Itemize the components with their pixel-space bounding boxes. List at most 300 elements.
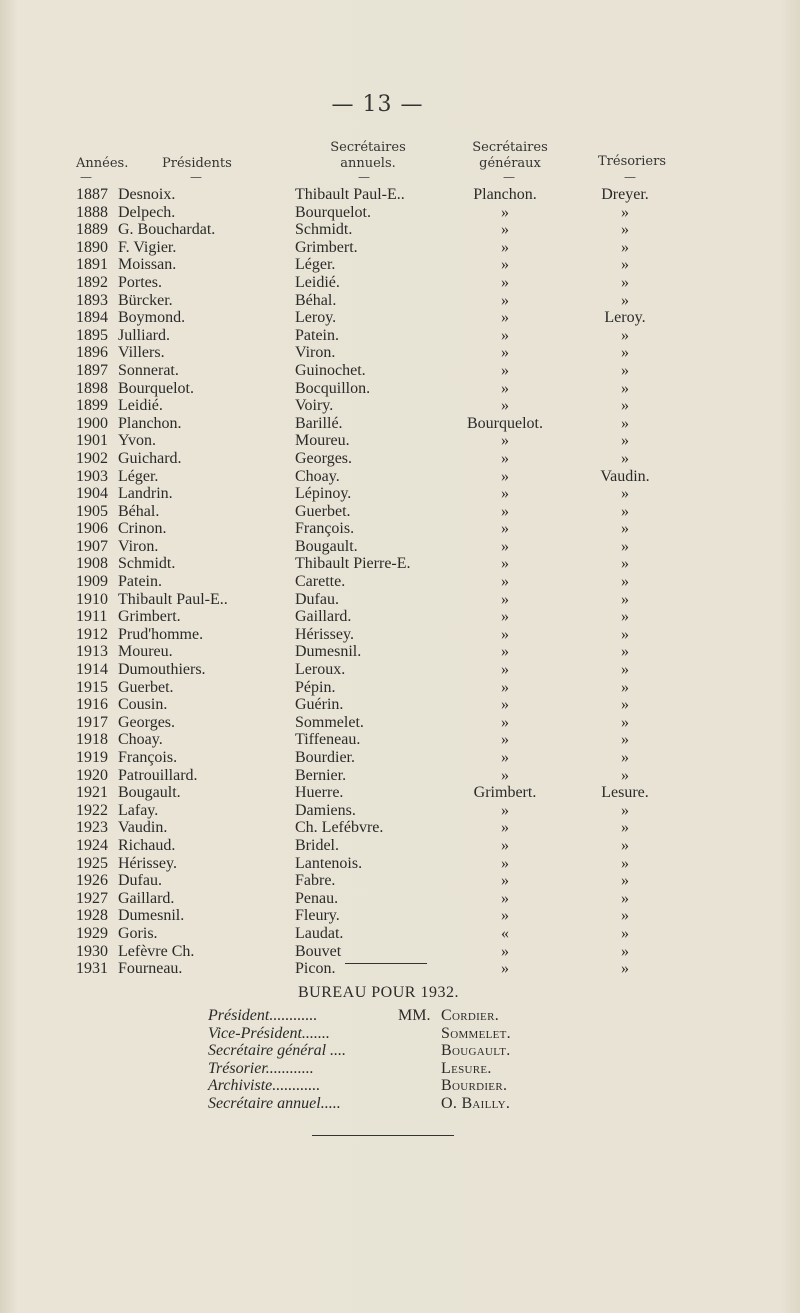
secretaire-general-cell: »	[501, 819, 509, 837]
secretaire-general-cell: »	[501, 238, 509, 256]
table-row	[0, 538, 800, 556]
president-cell: Crinon.	[118, 520, 167, 538]
bureau-member-row	[0, 1060, 800, 1078]
secretaire-annuel-cell: Sommelet.	[295, 713, 364, 731]
table-row	[0, 397, 800, 415]
secretaire-annuel-cell: Damiens.	[295, 801, 356, 819]
secretaire-general-cell: Planchon.	[473, 186, 537, 203]
secretaire-annuel-cell: Ch. Lefébvre.	[295, 819, 384, 837]
table-row	[0, 749, 800, 767]
year-cell: 1896	[76, 344, 108, 362]
table-row	[0, 784, 800, 802]
secretaire-general-cell: »	[501, 872, 509, 890]
bureau-name: O. Bailly.	[441, 1094, 511, 1112]
table-row	[0, 485, 800, 503]
secretaire-annuel-cell: Dumesnil.	[295, 643, 362, 661]
bureau-member-row	[0, 1095, 800, 1113]
secretaire-annuel-cell: Hérissey.	[295, 625, 354, 643]
tresorier-cell: »	[621, 836, 629, 854]
year-cell: 1925	[76, 854, 108, 872]
bureau-role: Secrétaire annuel.....	[208, 1094, 341, 1112]
year-cell: 1909	[76, 573, 108, 591]
secretaire-general-cell: »	[501, 889, 509, 907]
bureau-member-row	[0, 1042, 800, 1060]
president-cell: Hérissey.	[118, 854, 177, 872]
president-cell: Georges.	[118, 713, 176, 731]
president-cell: Béhal.	[118, 502, 160, 520]
secretaire-annuel-cell: Tiffeneau.	[295, 731, 361, 749]
secretaire-annuel-cell: Moureu.	[295, 432, 350, 450]
secretaire-general-cell: »	[501, 696, 509, 714]
tresorier-cell: »	[621, 713, 629, 731]
secretaire-annuel-cell: Penau.	[295, 889, 339, 907]
president-cell: Gaillard.	[118, 889, 175, 907]
president-cell: Choay.	[118, 731, 163, 749]
tresorier-cell: »	[621, 889, 629, 907]
table-row	[0, 520, 800, 538]
tresorier-cell: »	[621, 907, 629, 925]
secretaire-general-cell: »	[501, 467, 509, 485]
table-row	[0, 608, 800, 626]
tresorier-cell: »	[621, 643, 629, 661]
year-cell: 1915	[76, 678, 108, 696]
bureau-title: BUREAU POUR 1932.	[298, 984, 459, 1001]
table-row	[0, 432, 800, 450]
secretaire-general-cell: »	[501, 379, 509, 397]
header-dash: —	[358, 170, 370, 184]
table-row	[0, 907, 800, 925]
tresorier-cell: »	[621, 344, 629, 362]
secretaire-general-cell: »	[501, 449, 509, 467]
year-cell: 1918	[76, 731, 108, 749]
table-row	[0, 626, 800, 644]
secretaire-annuel-cell: Bocquillon.	[295, 379, 371, 397]
secretaire-annuel-cell: François.	[295, 520, 355, 538]
header-tresoriers: Trésoriers	[597, 154, 667, 169]
tresorier-cell: »	[621, 291, 629, 309]
table-row	[0, 468, 800, 486]
header-secretaires-annuels-line1: Secrétaires	[330, 140, 406, 155]
tresorier-cell: »	[621, 238, 629, 256]
year-cell: 1931	[76, 960, 108, 978]
secretaire-annuel-cell: Huerre.	[295, 784, 344, 802]
tresorier-cell: »	[621, 590, 629, 608]
tresorier-cell: »	[621, 872, 629, 890]
president-cell: Portes.	[118, 273, 162, 291]
table-row	[0, 943, 800, 961]
year-cell: 1917	[76, 713, 108, 731]
secretaire-general-cell: »	[501, 643, 509, 661]
secretaire-annuel-cell: Leidié.	[295, 273, 340, 291]
secretaire-general-cell: »	[501, 485, 509, 503]
table-row	[0, 767, 800, 785]
tresorier-cell: »	[621, 379, 629, 397]
year-cell: 1911	[76, 608, 108, 626]
secretaire-general-cell: Grimbert.	[473, 784, 537, 802]
header-dash: —	[503, 170, 515, 184]
header-secretaires-annuels-line2: annuels.	[340, 156, 396, 171]
president-cell: Dumesnil.	[118, 907, 185, 925]
table-row	[0, 855, 800, 873]
president-cell: Guerbet.	[118, 678, 174, 696]
table-row	[0, 186, 800, 204]
president-cell: Lefèvre Ch.	[118, 942, 195, 960]
secretaire-annuel-cell: Bouvet	[295, 942, 342, 960]
president-cell: Desnoix.	[118, 186, 176, 203]
table-row	[0, 292, 800, 310]
secretaire-general-cell: »	[501, 960, 509, 978]
year-cell: 1919	[76, 749, 108, 766]
secretaire-annuel-cell: Viron.	[295, 344, 336, 362]
header-secretaires-generaux-line2: généraux	[479, 156, 541, 171]
year-cell: 1914	[76, 661, 108, 679]
tresorier-cell: »	[621, 520, 629, 538]
year-cell: 1923	[76, 819, 108, 837]
table-row	[0, 872, 800, 890]
president-cell: Moureu.	[118, 643, 173, 661]
secretaire-annuel-cell: Fabre.	[295, 872, 336, 890]
tresorier-cell: »	[621, 819, 629, 837]
secretaire-general-cell: Bourquelot.	[467, 414, 543, 432]
tresorier-cell: »	[621, 801, 629, 819]
header-dash: —	[80, 170, 92, 184]
president-cell: Schmidt.	[118, 555, 176, 573]
year-cell: 1897	[76, 361, 108, 379]
secretaire-general-cell: »	[501, 221, 509, 239]
secretaire-annuel-cell: Carette.	[295, 573, 346, 591]
table-row	[0, 679, 800, 697]
year-cell: 1888	[76, 203, 108, 221]
secretaire-general-cell: »	[501, 661, 509, 679]
president-cell: Dumouthiers.	[118, 661, 206, 679]
tresorier-cell: »	[621, 326, 629, 344]
bureau-name: Cordier.	[441, 1007, 500, 1024]
table-row	[0, 714, 800, 732]
secretaire-general-cell: »	[501, 625, 509, 643]
table-row	[0, 309, 800, 327]
secretaire-annuel-cell: Laudat.	[295, 924, 344, 942]
secretaire-annuel-cell: Béhal.	[295, 291, 337, 309]
secretaire-annuel-cell: Dufau.	[295, 590, 339, 608]
secretaire-annuel-cell: Picon.	[295, 960, 336, 978]
president-cell: G. Bouchardat.	[118, 221, 216, 239]
secretaire-general-cell: »	[501, 502, 509, 520]
tresorier-cell: »	[621, 256, 629, 274]
separator-rule	[345, 963, 427, 964]
secretaire-annuel-cell: Bernier.	[295, 766, 347, 784]
year-cell: 1893	[76, 291, 108, 309]
secretaire-annuel-cell: Guinochet.	[295, 361, 366, 379]
year-cell: 1930	[76, 942, 108, 960]
secretaire-annuel-cell: Léger.	[295, 256, 336, 274]
year-cell: 1907	[76, 537, 108, 555]
tresorier-cell: Vaudin.	[600, 467, 650, 485]
year-cell: 1900	[76, 414, 108, 432]
secretaire-general-cell: »	[501, 361, 509, 379]
tresorier-cell: »	[621, 502, 629, 520]
secretaire-general-cell: »	[501, 854, 509, 872]
president-cell: Bürcker.	[118, 291, 173, 309]
president-cell: Villers.	[118, 344, 165, 362]
table-row	[0, 503, 800, 521]
year-cell: 1894	[76, 309, 108, 327]
table-row	[0, 239, 800, 257]
secretaire-general-cell: «	[501, 924, 509, 942]
secretaire-general-cell: »	[501, 537, 509, 555]
secretaire-general-cell: »	[501, 766, 509, 784]
year-cell: 1901	[76, 432, 108, 450]
president-cell: Cousin.	[118, 696, 168, 714]
president-cell: Patrouillard.	[118, 766, 198, 784]
secretaire-general-cell: »	[501, 291, 509, 309]
secretaire-annuel-cell: Voiry.	[295, 397, 334, 415]
year-cell: 1910	[76, 590, 108, 608]
president-cell: Julliard.	[118, 326, 170, 344]
header-secretaires-generaux-line1: Secrétaires	[472, 140, 548, 155]
table-row	[0, 415, 800, 433]
president-cell: Fourneau.	[118, 960, 183, 978]
year-cell: 1913	[76, 643, 108, 661]
president-cell: Prud'homme.	[118, 625, 204, 643]
tresorier-cell: »	[621, 432, 629, 450]
president-cell: Goris.	[118, 924, 158, 942]
year-cell: 1904	[76, 485, 108, 503]
year-cell: 1903	[76, 467, 108, 485]
tresorier-cell: »	[621, 485, 629, 503]
secretaire-general-cell: »	[501, 520, 509, 538]
secretaire-general-cell: »	[501, 273, 509, 291]
table-row	[0, 362, 800, 380]
table-row	[0, 221, 800, 239]
header-dash: —	[190, 170, 202, 184]
year-cell: 1920	[76, 766, 108, 784]
tresorier-cell: »	[621, 203, 629, 221]
president-cell: Leidié.	[118, 397, 163, 415]
secretaire-general-cell: »	[501, 713, 509, 731]
tresorier-cell: »	[621, 749, 629, 766]
tresorier-cell: »	[621, 414, 629, 432]
tresorier-cell: Dreyer.	[601, 186, 649, 203]
table-row	[0, 890, 800, 908]
header-presidents: Présidents	[162, 156, 232, 171]
table-row	[0, 573, 800, 591]
bureau-role: Secrétaire général ....	[208, 1042, 347, 1059]
table-row	[0, 256, 800, 274]
tresorier-cell: »	[621, 555, 629, 573]
bureau-role: Archiviste............	[208, 1077, 321, 1094]
tresorier-cell: »	[621, 731, 629, 749]
bureau-role: Président............	[208, 1007, 318, 1024]
president-cell: Richaud.	[118, 836, 176, 854]
year-cell: 1898	[76, 379, 108, 397]
bureau-member-row	[0, 1077, 800, 1095]
bureau-name: Bourdier.	[441, 1077, 508, 1094]
year-cell: 1927	[76, 889, 108, 907]
header-secretaires-annuels	[318, 140, 418, 172]
secretaire-general-cell: »	[501, 397, 509, 415]
bureau-name: Bougault.	[441, 1042, 511, 1059]
tresorier-cell: »	[621, 942, 629, 960]
president-cell: Dufau.	[118, 872, 162, 890]
page-number: — 13 —	[331, 92, 424, 117]
secretaire-annuel-cell: Fleury.	[295, 907, 340, 925]
secretaire-annuel-cell: Grimbert.	[295, 238, 358, 256]
tresorier-cell: »	[621, 573, 629, 591]
tresorier-cell: »	[621, 361, 629, 379]
header-secretaires-generaux	[460, 140, 560, 172]
secretaire-general-cell: »	[501, 678, 509, 696]
secretaire-annuel-cell: Patein.	[295, 326, 339, 344]
bottom-rule	[312, 1135, 454, 1136]
table-row	[0, 274, 800, 292]
bureau-mm-label: MM.	[398, 1007, 431, 1024]
year-cell: 1889	[76, 221, 108, 239]
tresorier-cell: »	[621, 221, 629, 239]
tresorier-cell: »	[621, 661, 629, 679]
secretaire-annuel-cell: Thibault Paul-E..	[295, 186, 405, 203]
tresorier-cell: »	[621, 854, 629, 872]
secretaire-general-cell: »	[501, 344, 509, 362]
president-cell: Guichard.	[118, 449, 182, 467]
table-row	[0, 819, 800, 837]
tresorier-cell: »	[621, 449, 629, 467]
secretaire-annuel-cell: Guerbet.	[295, 502, 351, 520]
president-cell: Thibault Paul-E..	[118, 590, 228, 608]
officers-table	[0, 186, 800, 978]
secretaire-general-cell: »	[501, 256, 509, 274]
year-cell: 1929	[76, 924, 108, 942]
secretaire-general-cell: »	[501, 801, 509, 819]
table-row	[0, 380, 800, 398]
secretaire-annuel-cell: Gaillard.	[295, 608, 352, 626]
tresorier-cell: »	[621, 608, 629, 626]
secretaire-annuel-cell: Bourquelot.	[295, 203, 371, 221]
secretaire-annuel-cell: Leroy.	[295, 309, 337, 327]
table-row	[0, 591, 800, 609]
president-cell: Patein.	[118, 573, 162, 591]
year-cell: 1905	[76, 502, 108, 520]
year-cell: 1906	[76, 520, 108, 538]
secretaire-general-cell: »	[501, 590, 509, 608]
header-annees: Années.	[76, 156, 129, 171]
tresorier-cell: Lesure.	[601, 784, 649, 802]
bureau-member-row	[0, 1025, 800, 1043]
tresorier-cell: »	[621, 924, 629, 942]
year-cell: 1895	[76, 326, 108, 344]
president-cell: F. Vigier.	[118, 238, 177, 256]
secretaire-annuel-cell: Bourdier.	[295, 749, 355, 766]
secretaire-general-cell: »	[501, 326, 509, 344]
bureau-name: Sommelet.	[441, 1024, 511, 1042]
secretaire-annuel-cell: Bridel.	[295, 836, 339, 854]
secretaire-annuel-cell: Bougault.	[295, 537, 358, 555]
table-row	[0, 344, 800, 362]
president-cell: Viron.	[118, 537, 159, 555]
tresorier-cell: Leroy.	[604, 309, 646, 327]
president-cell: Sonnerat.	[118, 361, 179, 379]
tresorier-cell: »	[621, 696, 629, 714]
president-cell: Lafay.	[118, 801, 159, 819]
secretaire-annuel-cell: Guérin.	[295, 696, 344, 714]
year-cell: 1899	[76, 397, 108, 415]
year-cell: 1922	[76, 801, 108, 819]
tresorier-cell: »	[621, 397, 629, 415]
secretaire-general-cell: »	[501, 608, 509, 626]
tresorier-cell: »	[621, 273, 629, 291]
bureau-role: Vice-Président.......	[208, 1024, 330, 1042]
table-row	[0, 327, 800, 345]
president-cell: Landrin.	[118, 485, 173, 503]
table-row	[0, 925, 800, 943]
secretaire-general-cell: »	[501, 573, 509, 591]
header-dash: —	[624, 170, 636, 184]
tresorier-cell: »	[621, 766, 629, 784]
year-cell: 1926	[76, 872, 108, 890]
table-row	[0, 643, 800, 661]
year-cell: 1916	[76, 696, 108, 714]
secretaire-annuel-cell: Choay.	[295, 467, 340, 485]
secretaire-annuel-cell: Thibault Pierre-E.	[295, 555, 411, 573]
president-cell: Léger.	[118, 467, 159, 485]
table-row	[0, 450, 800, 468]
secretaire-annuel-cell: Pépin.	[295, 678, 336, 696]
secretaire-general-cell: »	[501, 907, 509, 925]
tresorier-cell: »	[621, 625, 629, 643]
president-cell: Bourquelot.	[118, 379, 194, 397]
tresorier-cell: »	[621, 960, 629, 978]
year-cell: 1908	[76, 555, 108, 573]
table-row	[0, 802, 800, 820]
secretaire-general-cell: »	[501, 432, 509, 450]
bureau-role: Trésorier............	[208, 1059, 314, 1077]
bureau-name: Lesure.	[441, 1059, 492, 1077]
table-row	[0, 661, 800, 679]
secretaire-general-cell: »	[501, 203, 509, 221]
secretaire-general-cell: »	[501, 836, 509, 854]
year-cell: 1921	[76, 784, 108, 802]
secretaire-annuel-cell: Schmidt.	[295, 221, 353, 239]
secretaire-annuel-cell: Leroux.	[295, 661, 346, 679]
president-cell: Planchon.	[118, 414, 182, 432]
table-row	[0, 837, 800, 855]
secretaire-general-cell: »	[501, 731, 509, 749]
secretaire-annuel-cell: Georges.	[295, 449, 353, 467]
secretaire-annuel-cell: Lépinoy.	[295, 485, 352, 503]
year-cell: 1892	[76, 273, 108, 291]
year-cell: 1928	[76, 907, 108, 925]
president-cell: Boymond.	[118, 309, 186, 327]
table-row	[0, 731, 800, 749]
year-cell: 1890	[76, 238, 108, 256]
secretaire-annuel-cell: Lantenois.	[295, 854, 363, 872]
secretaire-general-cell: »	[501, 749, 509, 766]
secretaire-general-cell: »	[501, 942, 509, 960]
secretaire-general-cell: »	[501, 309, 509, 327]
president-cell: Yvon.	[118, 432, 156, 450]
tresorier-cell: »	[621, 678, 629, 696]
president-cell: Vaudin.	[118, 819, 168, 837]
tresorier-cell: »	[621, 537, 629, 555]
secretaire-annuel-cell: Barillé.	[295, 414, 343, 432]
bureau-member-row	[0, 1007, 800, 1025]
table-row	[0, 204, 800, 222]
year-cell: 1912	[76, 625, 108, 643]
year-cell: 1924	[76, 836, 108, 854]
table-row	[0, 696, 800, 714]
president-cell: Grimbert.	[118, 608, 181, 626]
year-cell: 1891	[76, 256, 108, 274]
president-cell: François.	[118, 749, 178, 766]
